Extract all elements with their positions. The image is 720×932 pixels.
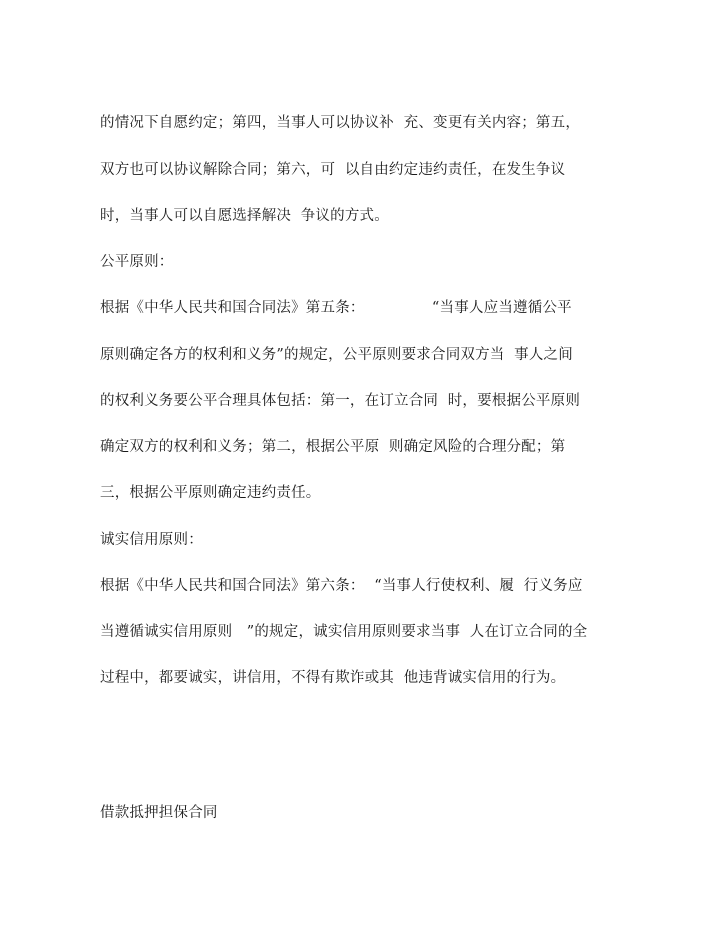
paragraph-line: 确定双方的权利和义务；第二，根据公平原 则确定风险的合理分配；第: [100, 439, 566, 455]
paragraph-line: 三，根据公平原则确定违约责任。: [100, 485, 321, 501]
paragraph-line: 过程中，都要诚实，讲信用，不得有欺诈或其 他违背诚实信用的行为。: [100, 670, 566, 686]
paragraph-line: 的权利义务要公平合理具体包括：第一，在订立合同 时，要根据公平原则: [100, 393, 581, 409]
document-title: 借款抵押担保合同: [100, 805, 218, 821]
paragraph-line: 根据《中华人民共和国合同法》第六条： “当事人行使权利、履 行义务应: [100, 578, 583, 594]
paragraph-line: 时，当事人可以自愿选择解决 争议的方式。: [100, 208, 389, 224]
paragraph-line: 根据《中华人民共和国合同法》第五条： “当事人应当遵循公平: [100, 300, 572, 316]
paragraph-line: 原则确定各方的权利和义务”的规定，公平原则要求合同双方当 事人之间: [100, 347, 573, 363]
paragraph-line: 双方也可以协议解除合同；第六，可 以自由约定违约责任，在发生争议: [100, 162, 566, 178]
section-heading-good-faith: 诚实信用原则：: [100, 532, 203, 548]
paragraph-line: 的情况下自愿约定；第四，当事人可以协议补 充、变更有关内容；第五，: [100, 115, 581, 131]
section-heading-fairness: 公平原则：: [100, 254, 174, 270]
paragraph-line: 当遵循诚实信用原则 ”的规定，诚实信用原则要求当事 人在订立合同的全: [100, 624, 588, 640]
